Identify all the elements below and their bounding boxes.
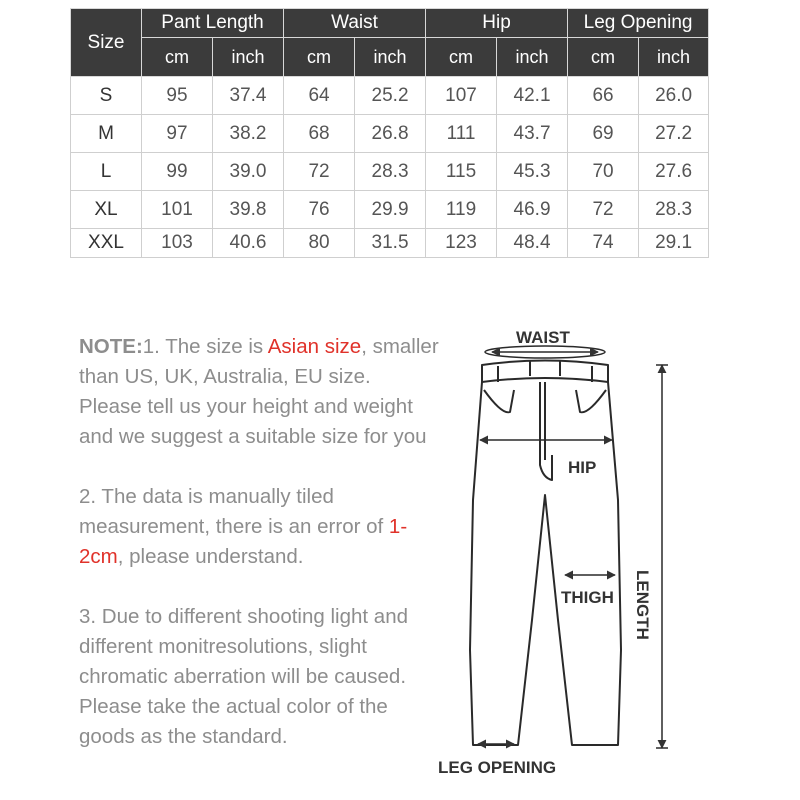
table-cell: 37.4 <box>213 77 284 115</box>
table-row <box>71 153 709 191</box>
note-label: NOTE: <box>79 335 143 358</box>
hip-header: Hip <box>426 9 568 38</box>
note-text: 1. The size is <box>142 335 268 358</box>
table-cell: 80 <box>284 229 355 258</box>
size-notes <box>79 332 439 782</box>
size-label: XL <box>71 191 142 229</box>
table-cell: 39.8 <box>213 191 284 229</box>
unit-header: cm <box>142 38 213 77</box>
unit-header: cm <box>284 38 355 77</box>
table-cell: 28.3 <box>355 153 426 191</box>
note-highlight: Asian size <box>267 335 362 358</box>
table-row <box>71 191 709 229</box>
table-row <box>71 77 709 115</box>
pant-length-header: Pant Length <box>142 9 284 38</box>
table-cell: 26.0 <box>639 77 709 115</box>
table-cell: 74 <box>568 229 639 258</box>
unit-header: cm <box>568 38 639 77</box>
table-cell: 69 <box>568 115 639 153</box>
hip-label: HIP <box>568 458 597 477</box>
table-cell: 38.2 <box>213 115 284 153</box>
table-cell: 26.8 <box>355 115 426 153</box>
table-cell: 64 <box>284 77 355 115</box>
table-cell: 76 <box>284 191 355 229</box>
note-1 <box>79 332 439 452</box>
table-cell: 66 <box>568 77 639 115</box>
unit-header: inch <box>497 38 568 77</box>
table-cell: 68 <box>284 115 355 153</box>
leg-opening-label: LEG OPENING <box>438 758 557 777</box>
pants-measurement-diagram <box>440 320 700 790</box>
table-cell: 99 <box>142 153 213 191</box>
unit-header: inch <box>355 38 426 77</box>
table-cell: 46.9 <box>497 191 568 229</box>
table-row <box>71 115 709 153</box>
table-cell: 31.5 <box>355 229 426 258</box>
table-cell: 27.6 <box>639 153 709 191</box>
table-row <box>71 229 709 258</box>
table-cell: 39.0 <box>213 153 284 191</box>
leg-opening-header: Leg Opening <box>568 9 709 38</box>
note-3 <box>79 602 439 752</box>
table-cell: 111 <box>426 115 497 153</box>
table-cell: 27.2 <box>639 115 709 153</box>
table-cell: 42.1 <box>497 77 568 115</box>
waist-label: WAIST <box>516 328 570 347</box>
size-label: S <box>71 77 142 115</box>
table-unit-row <box>71 38 709 77</box>
size-label: M <box>71 115 142 153</box>
table-cell: 43.7 <box>497 115 568 153</box>
table-cell: 40.6 <box>213 229 284 258</box>
table-cell: 29.1 <box>639 229 709 258</box>
table-cell: 95 <box>142 77 213 115</box>
table-cell: 115 <box>426 153 497 191</box>
table-cell: 45.3 <box>497 153 568 191</box>
table-cell: 28.3 <box>639 191 709 229</box>
note-text: 3. Due to different shooting light and different monitresolutions, slight chromatic aberration will be caused. Please take the actual color of the goods as the standard. <box>79 605 408 748</box>
size-table <box>70 8 709 258</box>
unit-header: cm <box>426 38 497 77</box>
table-cell: 48.4 <box>497 229 568 258</box>
table-cell: 97 <box>142 115 213 153</box>
note-highlight: 1-2cm <box>79 515 408 568</box>
note-text: , please understand. <box>117 545 304 568</box>
size-label: L <box>71 153 142 191</box>
size-label: XXL <box>71 229 142 258</box>
pants-outline-icon <box>440 320 700 790</box>
table-cell: 107 <box>426 77 497 115</box>
note-text: 2. The data is manually tiled measurement, there is an error of <box>79 485 389 538</box>
table-cell: 119 <box>426 191 497 229</box>
table-cell: 72 <box>284 153 355 191</box>
table-cell: 101 <box>142 191 213 229</box>
waist-header: Waist <box>284 9 426 38</box>
size-header: Size <box>71 9 142 77</box>
table-cell: 29.9 <box>355 191 426 229</box>
note-2 <box>79 482 439 572</box>
table-cell: 25.2 <box>355 77 426 115</box>
unit-header: inch <box>639 38 709 77</box>
length-label: LENGTH <box>633 570 652 640</box>
thigh-label: THIGH <box>561 588 614 607</box>
unit-header: inch <box>213 38 284 77</box>
table-cell: 70 <box>568 153 639 191</box>
table-cell: 103 <box>142 229 213 258</box>
table-cell: 72 <box>568 191 639 229</box>
table-header-row <box>71 9 709 38</box>
note-text: , smaller than US, UK, Australia, EU size. Please tell us your height and weight and we suggest a suitable size for you <box>79 335 439 448</box>
table-cell: 123 <box>426 229 497 258</box>
